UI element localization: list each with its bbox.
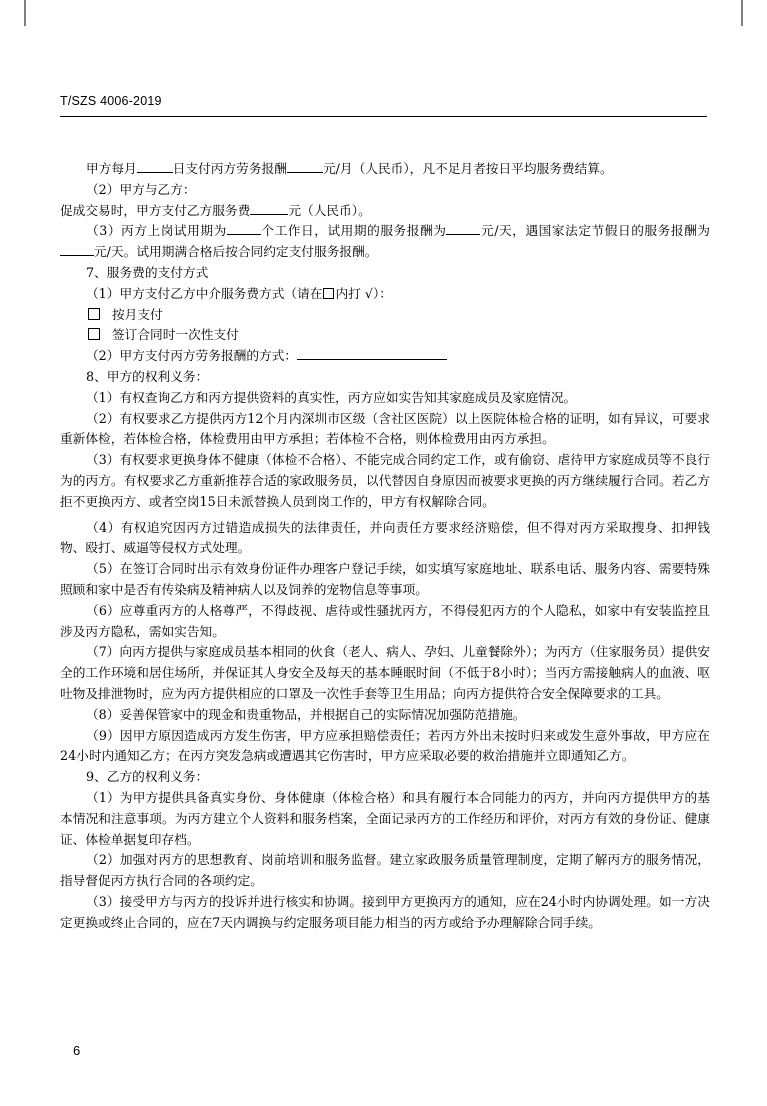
blank-field xyxy=(227,221,261,235)
clause-9-1: （1）为甲方提供具备真实身份、身体健康（体检合格）和具有履行本合同能力的丙方，并向丙方提供甲方的基本情况和注意事项。为丙方建立个人资料和服务档案，全面记录丙方的工作经历和评价，对丙方有效的身份证、健康证、体检单据复印存档。 xyxy=(60,789,710,847)
blank-field xyxy=(250,201,288,215)
clause-9-3: （3）接受甲方与丙方的投诉并进行核实和协调。接到甲方更换丙方的通知，应在24小时内协调处理。如一方决定更换或终止合同的，应在7天内调换与约定服务项目能力相当的丙方或给予办理解除合同手续。 xyxy=(60,893,710,930)
text: 元/月（人民币），凡不足月者按日平均服务费结算。 xyxy=(322,161,613,176)
blank-field xyxy=(287,159,323,173)
clause-9-2: （2）加强对丙方的思想教育、岗前培训和服务监督。建立家政服务质量管理制度，定期了解丙方的服务情况，指导督促丙方执行合同的各项约定。 xyxy=(60,852,710,889)
text: 元（人民币）。 xyxy=(288,202,371,218)
clause-7-2 xyxy=(60,346,710,367)
text: 元/天。试用期满合格后按合同约定支付服务报酬。 xyxy=(94,244,378,260)
page-number: 6 xyxy=(73,1043,81,1058)
clause-8-3: （3）有权要求更换身体不健康（体检不合格）、不能完成合同约定工作，或有偷窃、虐待甲方家庭成员等不良行为的丙方。有权要求乙方重新推荐合适的家政服务员，以代替因自身原因而被要求更换的丙方继续履行合同。若乙方拒不更换丙方、或者空岗15日未派替换人员到岗工作的，甲方有权解除合同。 xyxy=(60,452,710,509)
checkbox-lump-sum[interactable] xyxy=(88,328,100,340)
header-rule xyxy=(60,116,707,117)
section-8-heading: 8、甲方的权利义务： xyxy=(86,368,209,384)
text: （1）甲方支付乙方中介服务费方式（请在 xyxy=(86,285,323,301)
blank-field xyxy=(297,346,447,360)
option-lump-sum xyxy=(88,325,710,346)
blank-field xyxy=(60,242,94,256)
clause-8-9: （9）因甲方原因造成丙方发生伤害，甲方应承担赔偿责任；若丙方外出未按时归来或发生意外事故，甲方应在24小时内通知乙方；在丙方突发急病或遭遇其它伤害时，甲方应采取必要的救治措施并立即通知乙方。 xyxy=(60,727,710,764)
clause-8-1: （1）有权查询乙方和丙方提供资料的真实性，丙方应如实告知其家庭成员及家庭情况。 xyxy=(86,389,577,405)
text: （2）甲方支付丙方劳务报酬的方式： xyxy=(86,348,298,364)
clause-8-6: （6）应尊重丙方的人格尊严，不得歧视、虐待或性骚扰丙方，不得侵犯丙方的个人隐私，如家中有安装监控且涉及丙方隐私，需如实告知。 xyxy=(60,602,710,639)
clause-7-1 xyxy=(60,284,710,305)
clause-8-2: （2）有权要求乙方提供丙方12个月内深圳市区级（含社区医院）以上医院体检合格的证明，如有异议，可要求重新体检，若体检合格，体检费用由甲方承担；若体检不合格，则体检费用由丙方承担。 xyxy=(60,410,710,447)
clause-8-5: （5）在签订合同时出示有效身份证件办理客户登记手续，如实填写家庭地址、联系电话、服务内容、需要特殊照顾和家中是否有传染病及精神病人以及饲养的宠物信息等事项。 xyxy=(60,561,710,597)
text: （3）丙方上岗试用期为 xyxy=(86,223,227,239)
checkbox-monthly[interactable] xyxy=(88,308,100,320)
text: 促成交易时，甲方支付乙方服务费 xyxy=(60,202,251,218)
section-7-heading: 7、服务费的支付方式 xyxy=(86,264,209,280)
text: 日支付丙方劳务报酬 xyxy=(172,161,287,176)
clause-8-8: （8）妥善保管家中的现金和贵重物品，并根据自己的实际情况加强防范措施。 xyxy=(86,706,526,722)
payment-line xyxy=(60,159,710,180)
section-9-heading: 9、乙方的权利义务： xyxy=(86,769,209,785)
option-label: 按月支付 xyxy=(112,306,163,322)
service-fee-line xyxy=(60,201,710,222)
clause-8-7: （7）向丙方提供与家庭成员基本相同的伙食（老人、病人、孕妇、儿童餐除外）；为丙方（住家服务员）提供安全的工作环境和居住场所，并保证其人身安全及每天的基本睡眠时间（不低于8小时）；当丙方需接触病人的血液、呕吐物及排泄物时，应为丙方提供相应的口罩及一次性手套等卫生用品；向丙方提供符合安全保障要求的工具。 xyxy=(60,644,710,701)
crop-mark-left xyxy=(0,0,26,26)
text: 甲方每月 xyxy=(86,161,137,176)
clause-2: （2）甲方与乙方： xyxy=(86,181,196,197)
text: 元/天，遇国家法定节假日的服务报酬为 xyxy=(480,223,710,239)
clause-3 xyxy=(60,221,710,263)
crop-mark-right xyxy=(741,0,767,26)
blank-field xyxy=(137,159,173,173)
text: 内打 √）： xyxy=(335,285,392,301)
document-body xyxy=(60,159,710,933)
standard-code: T/SZS 4006-2019 xyxy=(60,94,162,108)
blank-field xyxy=(446,221,480,235)
option-label: 签订合同时一次性支付 xyxy=(112,327,239,343)
clause-8-4: （4）有权追究因丙方过错造成损失的法律责任，并向责任方要求经济赔偿，但不得对丙方采取搜身、扣押钱物、殴打、威逼等侵权方式处理。 xyxy=(60,519,710,556)
checkbox-icon xyxy=(323,288,334,299)
text: 个工作日，试用期的服务报酬为 xyxy=(260,223,447,239)
option-monthly xyxy=(88,305,710,326)
